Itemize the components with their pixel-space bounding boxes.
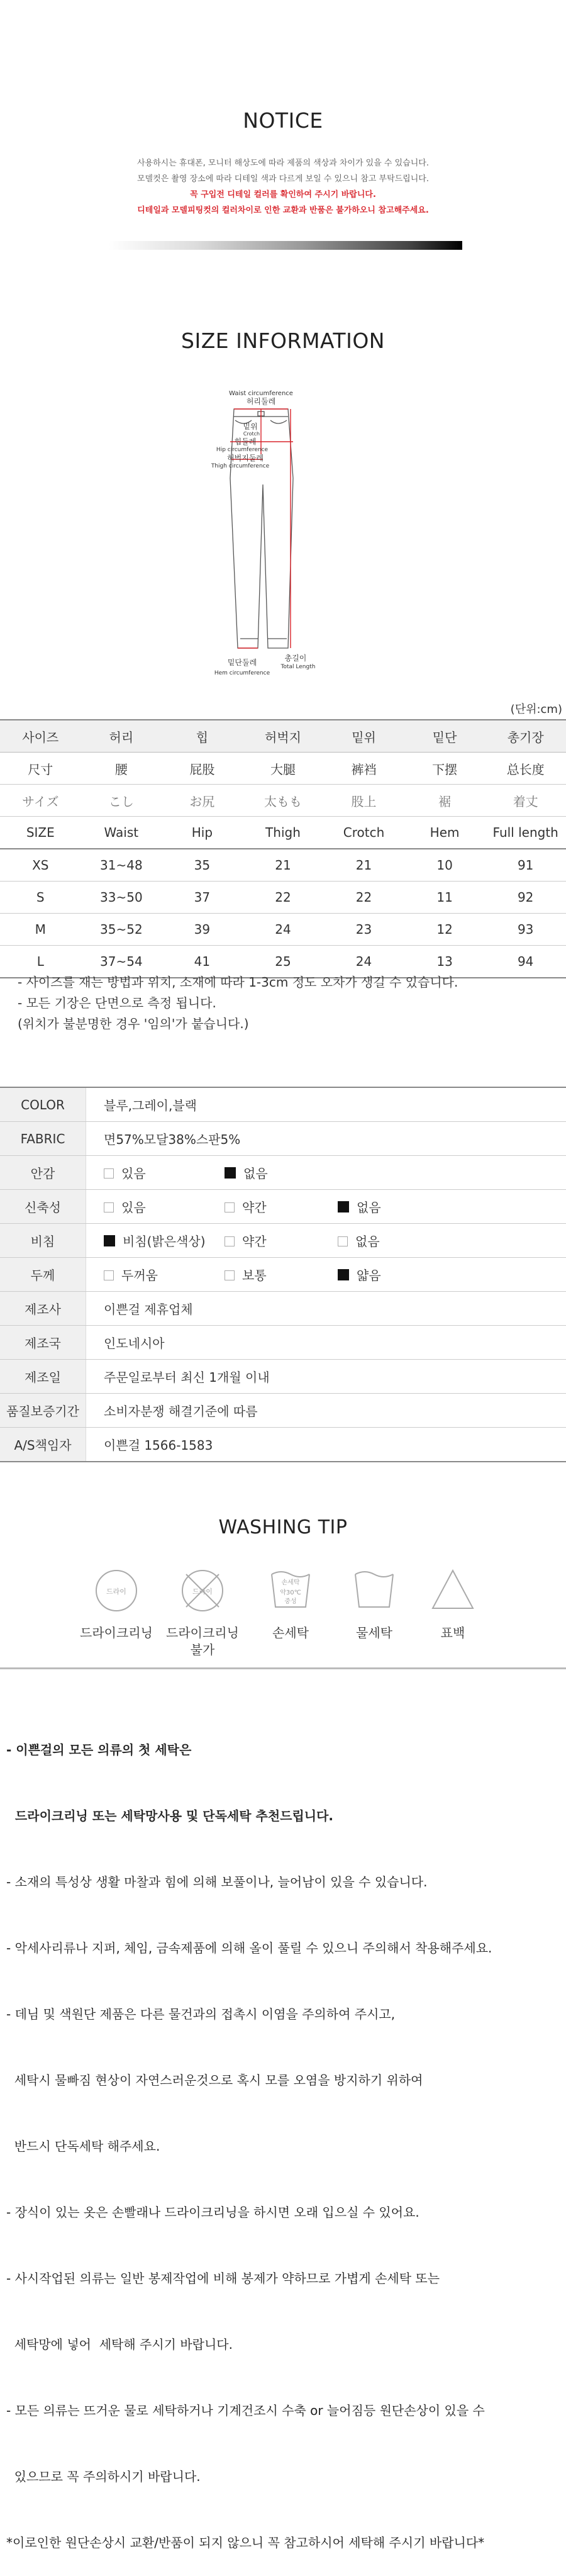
no-dry-clean-icon-text: 드라이 <box>192 1587 213 1596</box>
header-cell: Hem <box>404 817 486 849</box>
option-label: 있음 <box>121 1166 146 1181</box>
thickness-option-thin <box>338 1265 381 1284</box>
pants-diagram <box>208 384 352 680</box>
header-cell: 大腿 <box>243 753 324 785</box>
checkbox-empty <box>104 1202 114 1212</box>
table-cell: M <box>0 914 81 946</box>
tip-line-3: - 소재의 특성상 생활 마찰과 힘에 의해 보풀이나, 늘어남이 있을 수 있습니다. <box>6 1871 492 1893</box>
crotch-label-ko: 밑위 <box>243 422 257 431</box>
sheer-label: 비침 <box>0 1224 86 1258</box>
washing-divider <box>0 1667 566 1669</box>
sheer-options <box>86 1224 566 1258</box>
dry-clean-icon-text: 드라이 <box>106 1587 126 1596</box>
length-label-ko: 총길이 <box>285 653 307 663</box>
size-note-2: - 모든 기장은 단면으로 측정 됩니다. <box>18 993 458 1014</box>
header-cell: 힙 <box>162 720 243 753</box>
notice-line-1: 사용하시는 휴대폰, 모니터 해상도에 따라 제품의 색상과 차이가 있을 수 있습니다. <box>0 156 566 168</box>
header-cell: こし <box>81 785 162 817</box>
table-cell: 31~48 <box>81 849 162 882</box>
header-cell: 下摆 <box>404 753 486 785</box>
tip-line-9: - 사시작업된 의류는 일반 봉제작업에 비해 봉제가 약하므로 가볍게 손세탁 또는 <box>6 2268 492 2290</box>
table-cell: 39 <box>162 914 243 946</box>
table-cell: 21 <box>323 849 404 882</box>
table-cell: 41 <box>162 946 243 978</box>
checkbox-empty <box>338 1236 348 1246</box>
header-cell: 허벅지 <box>243 720 324 753</box>
table-cell: 24 <box>243 914 324 946</box>
header-cell: Full length <box>485 817 566 849</box>
thigh-label-ko: 허벅지둘레 <box>227 453 264 462</box>
label-line: 불가 <box>152 1642 253 1659</box>
color-value: 블루,그레이,블랙 <box>86 1087 566 1122</box>
date-label: 제조일 <box>0 1360 86 1394</box>
table-cell: 22 <box>243 882 324 914</box>
checkbox-empty <box>104 1270 114 1280</box>
table-row <box>0 1122 566 1156</box>
header-cell: Crotch <box>323 817 404 849</box>
size-header-ko <box>0 720 566 753</box>
stretch-options <box>86 1190 566 1224</box>
size-info-title: SIZE INFORMATION <box>0 328 566 353</box>
header-cell: 股上 <box>323 785 404 817</box>
thickness-options <box>86 1258 566 1292</box>
size-header-ja <box>0 785 566 817</box>
option-label: 비침(밝은색상) <box>123 1234 206 1249</box>
checkbox-filled <box>104 1235 115 1246</box>
stretch-option-yes <box>104 1197 225 1216</box>
unit-label: (단위:cm) <box>511 700 562 717</box>
country-value: 인도네시아 <box>86 1326 566 1360</box>
checkbox-empty <box>104 1168 114 1179</box>
table-row <box>0 1428 566 1462</box>
header-cell: 着丈 <box>485 785 566 817</box>
lining-option-yes <box>104 1163 225 1182</box>
checkbox-filled <box>338 1201 349 1212</box>
table-cell: 21 <box>243 849 324 882</box>
table-row <box>0 1394 566 1428</box>
checkbox-filled <box>225 1167 236 1179</box>
no-dry-clean-label <box>152 1625 253 1659</box>
dry-clean-label: 드라이크리닝 <box>66 1625 167 1642</box>
option-label: 있음 <box>121 1200 146 1215</box>
table-cell: 37 <box>162 882 243 914</box>
tip-line-2: 드라이크리닝 또는 세탁망사용 및 단독세탁 추천드립니다. <box>6 1805 492 1827</box>
thickness-option-normal <box>225 1265 338 1284</box>
table-cell: 22 <box>323 882 404 914</box>
as-label: A/S책임자 <box>0 1428 86 1462</box>
table-row <box>0 849 566 882</box>
header-cell: 屁股 <box>162 753 243 785</box>
tip-line-1: - 이쁜걸의 모든 의류의 첫 세탁은 <box>6 1739 492 1761</box>
tip-line-12: 있으므로 꼭 주의하시기 바랍니다. <box>6 2466 492 2488</box>
table-cell: 92 <box>485 882 566 914</box>
hand-wash-text-3: 중성 <box>284 1597 296 1605</box>
option-label: 없음 <box>357 1200 381 1215</box>
header-cell: 밑단 <box>404 720 486 753</box>
thickness-label: 두께 <box>0 1258 86 1292</box>
length-label-en: Total Length <box>280 664 316 670</box>
notice-line-4: 디테일과 모델피팅컷의 컬러차이로 인한 교환과 반품은 불가하오니 참고해주세요. <box>0 203 566 215</box>
table-cell: 91 <box>485 849 566 882</box>
header-cell: 사이즈 <box>0 720 81 753</box>
option-label: 두꺼움 <box>121 1268 158 1283</box>
tip-line-8: - 장식이 있는 옷은 손빨래나 드라이크리닝을 하시면 오래 입으실 수 있어요. <box>6 2202 492 2224</box>
size-table <box>0 719 566 978</box>
notice-line-3: 꼭 구입전 디테일 컬러를 확인하여 주시기 바랍니다. <box>0 188 566 199</box>
washing-title: WASHING TIP <box>0 1516 566 1538</box>
size-header-en <box>0 817 566 849</box>
water-wash-label: 물세탁 <box>324 1625 425 1642</box>
option-label: 없음 <box>243 1166 268 1181</box>
tip-line-4: - 악세사리류나 지퍼, 체임, 금속제품에 의해 올이 풀릴 수 있으니 주의해서 착용해주세요. <box>6 1937 492 1959</box>
thickness-option-thick <box>104 1265 225 1284</box>
waist-label-ko: 허리둘레 <box>247 396 275 406</box>
lining-options <box>86 1156 566 1190</box>
waist-label-en: Waist circumference <box>229 390 293 397</box>
option-label: 약간 <box>242 1200 267 1215</box>
color-label: COLOR <box>0 1087 86 1122</box>
label-line: 드라이크리닝 <box>152 1625 253 1642</box>
thigh-label-en: Thigh circumference <box>211 463 270 469</box>
color-gradient-bar <box>109 241 462 250</box>
sheer-option-no <box>338 1231 380 1250</box>
maker-label: 제조사 <box>0 1292 86 1326</box>
header-cell: SIZE <box>0 817 81 849</box>
table-row <box>0 1258 566 1292</box>
header-cell: 裾 <box>404 785 486 817</box>
table-row <box>0 1360 566 1394</box>
stretch-option-no <box>338 1197 381 1216</box>
water-wash-icon <box>349 1565 399 1618</box>
header-cell: 총기장 <box>485 720 566 753</box>
header-cell: サイズ <box>0 785 81 817</box>
dry-clean-icon <box>91 1565 142 1618</box>
header-cell: 腰 <box>81 753 162 785</box>
table-cell: 11 <box>404 882 486 914</box>
option-label: 얇음 <box>357 1268 381 1283</box>
option-label: 없음 <box>355 1234 380 1249</box>
date-value: 주문일로부터 최신 1개월 이내 <box>86 1360 566 1394</box>
sheer-option-slight <box>225 1231 338 1250</box>
no-dry-clean-icon <box>177 1565 228 1618</box>
size-note-1: - 사이즈를 재는 방법과 위치, 소재에 따라 1-3cm 정도 오차가 생길 수 있습니다. <box>18 972 458 993</box>
option-label: 보통 <box>242 1268 267 1283</box>
table-cell: 12 <box>404 914 486 946</box>
table-row <box>0 1292 566 1326</box>
header-cell: 밑위 <box>323 720 404 753</box>
detail-table-wrap <box>0 1087 566 1462</box>
tip-line-11: - 모든 의류는 뜨거운 물로 세탁하거나 기계건조시 수축 or 늘어짐등 원단손상이 있을 수 <box>6 2400 492 2422</box>
table-cell: 93 <box>485 914 566 946</box>
table-cell: 35 <box>162 849 243 882</box>
size-table-wrap <box>0 719 566 978</box>
header-cell: 裤裆 <box>323 753 404 785</box>
tip-line-7: 반드시 단독세탁 해주세요. <box>6 2136 492 2158</box>
header-cell: Hip <box>162 817 243 849</box>
header-cell: 总长度 <box>485 753 566 785</box>
table-row <box>0 1156 566 1190</box>
header-cell: 허리 <box>81 720 162 753</box>
bleach-icon <box>428 1565 478 1618</box>
table-cell: 13 <box>404 946 486 978</box>
tip-line-13: *이로인한 원단손상시 교환/반품이 되지 않으니 꼭 참고하시어 세탁해 주시기 바랍니다* <box>6 2532 492 2554</box>
lining-label: 안감 <box>0 1156 86 1190</box>
sheer-option-yes <box>104 1231 225 1250</box>
stretch-option-slight <box>225 1197 338 1216</box>
table-cell: 10 <box>404 849 486 882</box>
table-cell: 37~54 <box>81 946 162 978</box>
warranty-label: 품질보증기간 <box>0 1394 86 1428</box>
lining-option-no <box>225 1163 268 1182</box>
hem-label-en: Hem circumference <box>214 670 270 676</box>
country-label: 제조국 <box>0 1326 86 1360</box>
checkbox-filled <box>338 1269 349 1280</box>
notice-title: NOTICE <box>0 108 566 133</box>
hand-wash-text-1: 손세탁 <box>282 1578 300 1586</box>
table-row <box>0 1224 566 1258</box>
table-cell: 33~50 <box>81 882 162 914</box>
size-header-zh <box>0 753 566 785</box>
as-value: 이쁜걸 1566-1583 <box>86 1428 566 1462</box>
crotch-label-en: Crotch <box>243 431 260 437</box>
checkbox-empty <box>225 1270 235 1280</box>
table-cell: 25 <box>243 946 324 978</box>
hand-wash-label: 손세탁 <box>240 1625 341 1642</box>
table-row <box>0 914 566 946</box>
detail-table <box>0 1087 566 1462</box>
hand-wash-icon <box>265 1565 316 1618</box>
tip-line-5: - 데님 및 색원단 제품은 다른 물건과의 접촉시 이염을 주의하여 주시고, <box>6 2003 492 2025</box>
header-cell: お尻 <box>162 785 243 817</box>
table-cell: L <box>0 946 81 978</box>
fabric-label: FABRIC <box>0 1122 86 1156</box>
header-cell: 太もも <box>243 785 324 817</box>
size-note-3: (위치가 불분명한 경우 '임의'가 붙습니다.) <box>18 1014 458 1034</box>
table-cell: 24 <box>323 946 404 978</box>
fabric-value: 면57%모달38%스판5% <box>86 1122 566 1156</box>
table-cell: 94 <box>485 946 566 978</box>
warranty-value: 소비자분쟁 해결기준에 따름 <box>86 1394 566 1428</box>
tip-line-6: 세탁시 물빠짐 현상이 자연스러운것으로 혹시 모를 오염을 방지하기 위하여 <box>6 2069 492 2092</box>
stretch-label: 신축성 <box>0 1190 86 1224</box>
header-cell: Waist <box>81 817 162 849</box>
table-row <box>0 882 566 914</box>
checkbox-empty <box>225 1202 235 1212</box>
checkbox-empty <box>225 1236 235 1246</box>
washing-tips <box>6 1695 492 2576</box>
table-row <box>0 1326 566 1360</box>
hip-label-ko: 힙둘레 <box>235 437 257 446</box>
option-label: 약간 <box>242 1234 267 1249</box>
table-cell: 35~52 <box>81 914 162 946</box>
maker-value: 이쁜걸 제휴업체 <box>86 1292 566 1326</box>
hand-wash-text-2: 약30℃ <box>280 1588 301 1596</box>
tip-line-10: 세탁망에 넣어 세탁해 주시기 바랍니다. <box>6 2334 492 2356</box>
bleach-label: 표백 <box>402 1625 503 1642</box>
table-row <box>0 1087 566 1122</box>
table-cell: S <box>0 882 81 914</box>
hip-label-en: Hip circumference <box>216 447 269 453</box>
table-row <box>0 1190 566 1224</box>
notice-line-2: 모델컷은 촬영 장소에 따라 디테일 색과 다르게 보일 수 있으니 참고 부탁드립니다. <box>0 172 566 184</box>
size-notes <box>18 972 458 1034</box>
table-cell: XS <box>0 849 81 882</box>
header-cell: 尺寸 <box>0 753 81 785</box>
table-cell: 23 <box>323 914 404 946</box>
header-cell: Thigh <box>243 817 324 849</box>
hem-label-ko: 밑단둘레 <box>228 658 257 667</box>
